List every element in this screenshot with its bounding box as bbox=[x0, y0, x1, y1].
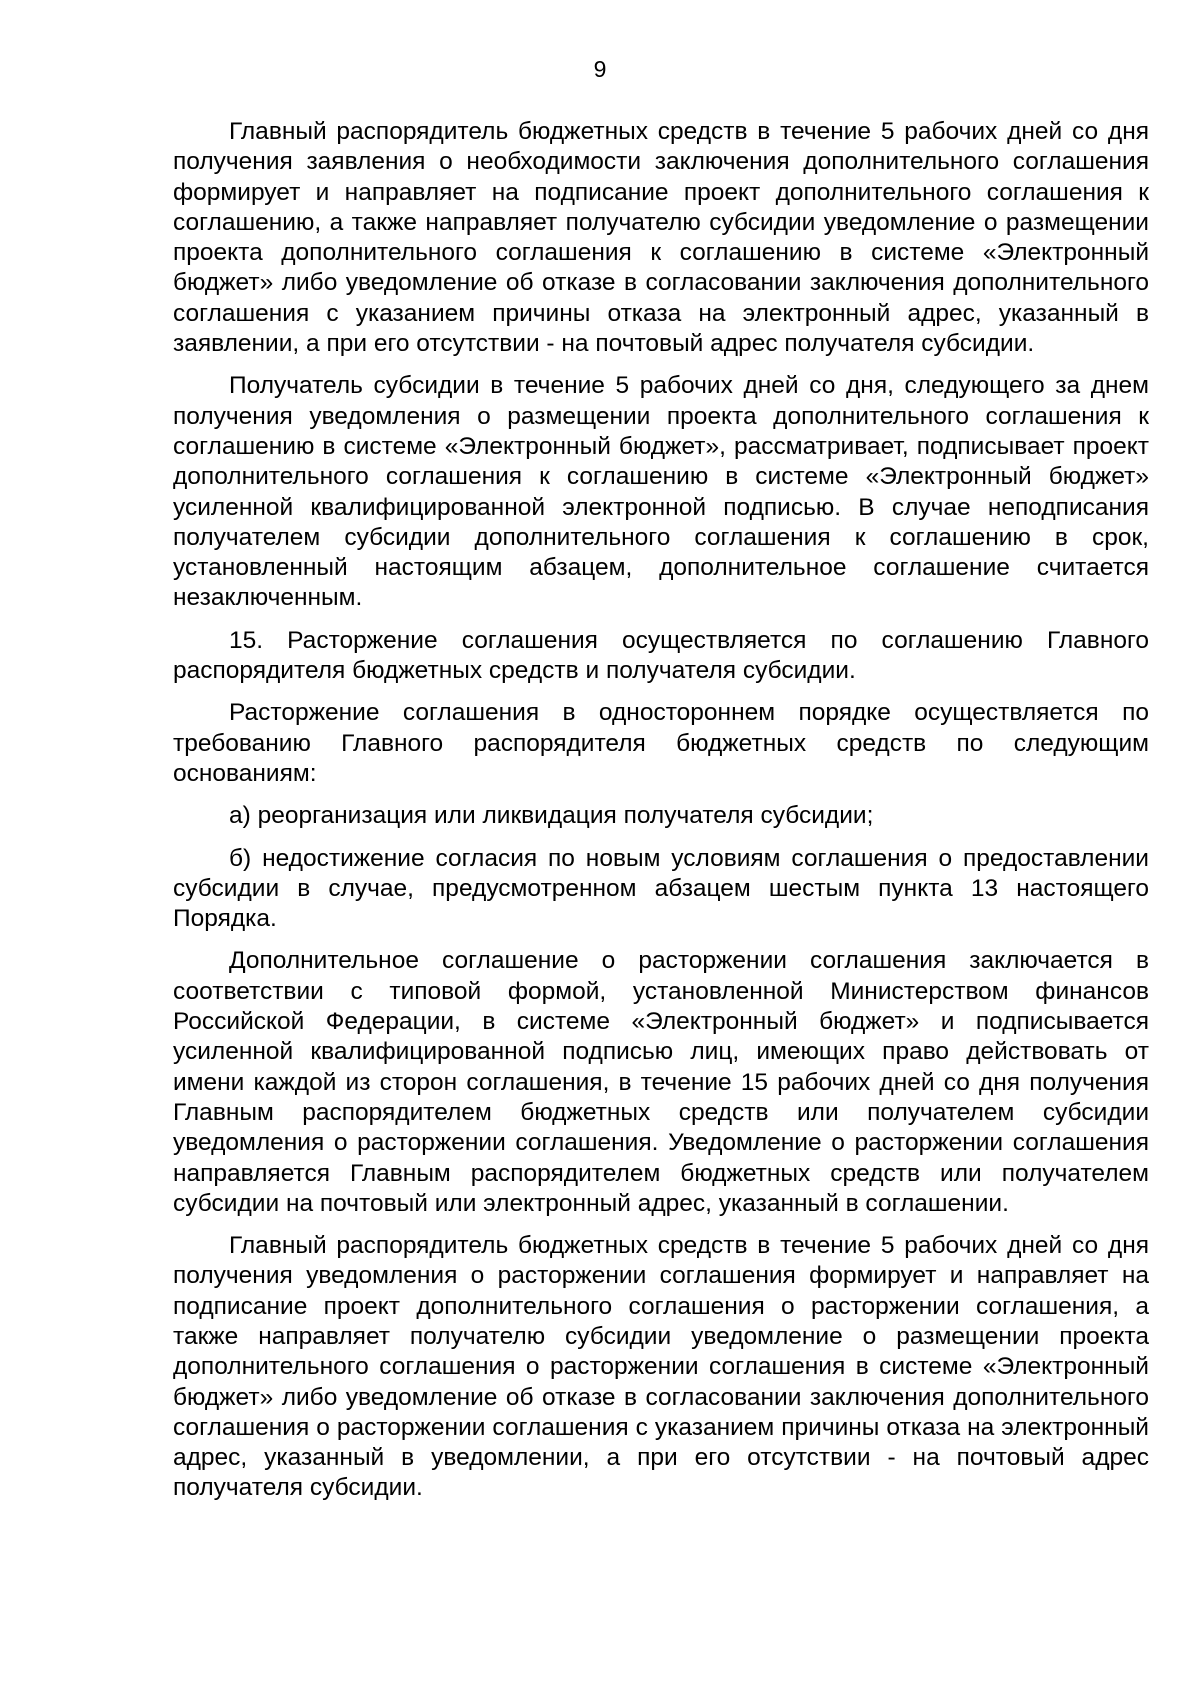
paragraph-termination-notification: Главный распорядитель бюджетных средств в течение 5 рабочих дней со дня получения уведомления о расторжении соглашения формирует и направляет на подписание проект дополнительного соглашения о расторжении соглашения, а также направляет получателю субсидии уведомление о размещении проекта дополнительного соглашения о расторжении соглашения в системе «Электронный бюджет» либо уведомление об отказе в согласовании заключения дополнительного соглашения о расторжении соглашения с указанием причины отказа на электронный адрес, указанный в уведомлении, а при его отсутствии - на почтовый адрес получателя субсидии. bbox=[173, 1232, 1149, 1502]
paragraph-ground-a: а) реорганизация или ликвидация получателя субсидии; bbox=[229, 802, 874, 830]
paragraph-unilateral-termination: Расторжение соглашения в одностороннем порядке осуществляется по требованию Главного распорядителя бюджетных средств по следующим основаниям: bbox=[173, 699, 1149, 787]
paragraph-notification-additional-agreement: Главный распорядитель бюджетных средств в течение 5 рабочих дней со дня получения заявления о необходимости заключения дополнительного соглашения формирует и направляет на подписание проект дополнительного соглашения к соглашению, а также направляет получателю субсидии уведомление о размещении проекта дополнительного соглашения к соглашению в системе «Электронный бюджет» либо уведомление об отказе в согласовании заключения дополнительного соглашения с указанием причины отказа на электронный адрес, указанный в заявлении, а при его отсутствии - на почтовый адрес получателя субсидии. bbox=[173, 118, 1149, 358]
paragraph-termination-agreement: Дополнительное соглашение о расторжении соглашения заключается в соответствии с типовой формой, установленной Министерством финансов Российской Федерации, в системе «Электронный бюджет» и подписывается усиленной квалифицированной подписью лиц, имеющих право действовать от имени каждой из сторон соглашения, в течение 15 рабочих дней со дня получения Главным распорядителем бюджетных средств или получателем субсидии уведомления о расторжении соглашения. Уведомление о расторжении соглашения направляется Главным распорядителем бюджетных средств или получателем субсидии на почтовый или электронный адрес, указанный в соглашении. bbox=[173, 947, 1149, 1217]
paragraph-item-15: 15. Расторжение соглашения осуществляется по соглашению Главного распорядителя бюджетных средств и получателя субсидии. bbox=[173, 626, 1149, 685]
paragraph-recipient-signing: Получатель субсидии в течение 5 рабочих дней со дня, следующего за днем получения уведомления о размещении проекта дополнительного соглашения к соглашению в системе «Электронный бюджет», рассматривает, подписывает проект дополнительного соглашения к соглашению в системе «Электронный бюджет» усиленной квалифицированной электронной подписью. В случае неподписания получателем субсидии дополнительного соглашения к соглашению в срок, установленный настоящим абзацем, дополнительное соглашение считается незаключенным. bbox=[173, 372, 1149, 612]
paragraph-ground-b: б) недостижение согласия по новым условиям соглашения о предоставлении субсидии в случае, предусмотренном абзацем шестым пункта 13 настоящего Порядка. bbox=[173, 844, 1149, 933]
page-number: 9 bbox=[593, 56, 607, 82]
document-body bbox=[173, 117, 1149, 1504]
